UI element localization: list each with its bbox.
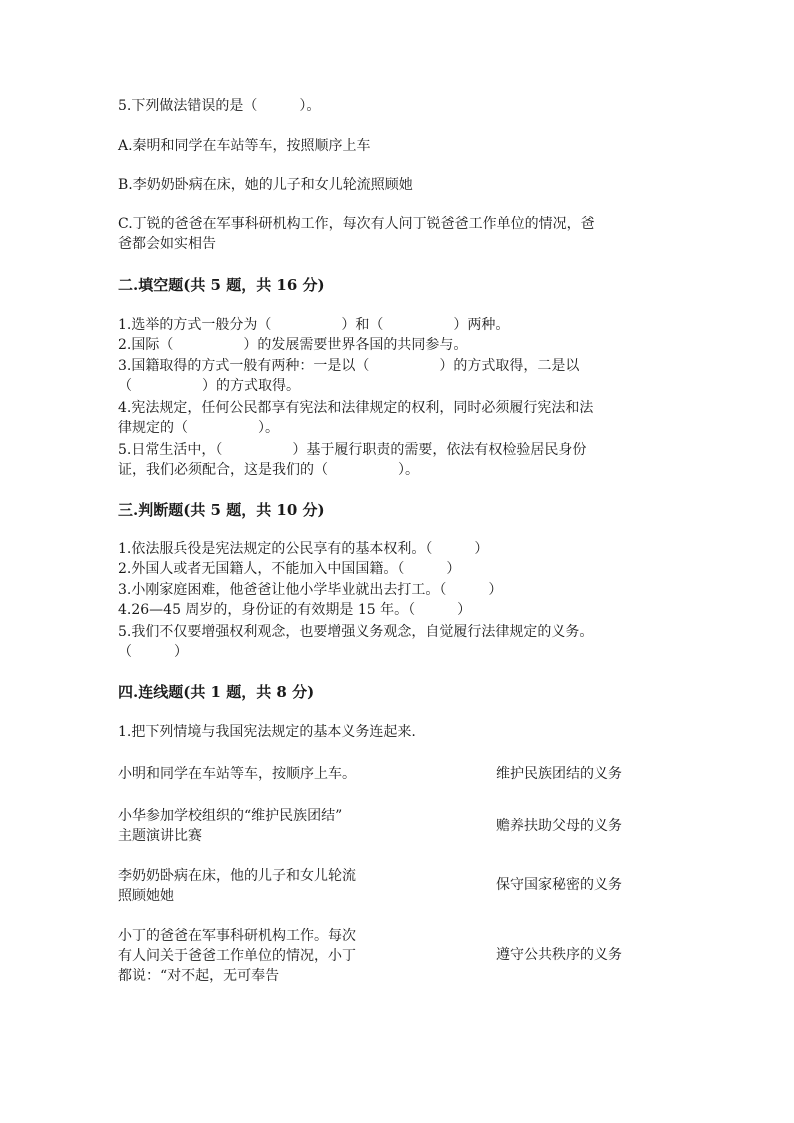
matching-left-text: 小丁的爸爸在军事科研机构工作。每次 xyxy=(118,928,356,944)
matching-left-item xyxy=(118,866,408,906)
fill-blank-line: 律规定的（ ）。 xyxy=(118,420,279,436)
fill-blank-line: 5.日常生活中，（ ）基于履行职责的需要，依法有权检验居民身份 xyxy=(118,442,587,458)
matching-left-text: 小明和同学在车站等车，按顺序上车。 xyxy=(118,766,356,782)
matching-left-text: 主题演讲比赛 xyxy=(118,828,202,844)
matching-left-text: 有人问关于爸爸工作单位的情况，小丁 xyxy=(118,948,356,964)
matching-left-text: 李奶奶卧病在床，他的儿子和女儿轮流 xyxy=(118,868,356,884)
section-3-heading: 三.判断题(共 5 题，共 10 分) xyxy=(118,501,325,519)
judgment-line: 3.小刚家庭困难，他爸爸让他小学毕业就出去打工。（ ） xyxy=(118,582,503,598)
judgment-line: 2.外国人或者无国籍人，不能加入中国国籍。（ ） xyxy=(118,561,461,577)
matching-left-item xyxy=(118,764,408,784)
matching-left-text: 都说：“对不起，无可奉告 xyxy=(118,968,280,984)
section-2-heading: 二.填空题(共 5 题，共 16 分) xyxy=(118,276,325,294)
fill-blank-line: （ ）的方式取得。 xyxy=(118,378,300,394)
matching-right-item: 维护民族团结的义务 xyxy=(496,766,622,782)
matching-right-item: 保守国家秘密的义务 xyxy=(496,877,622,893)
question-5-stem: 5.下列做法错误的是（ ）。 xyxy=(118,98,321,114)
judgment-line: 5.我们不仅要增强权利观念，也要增强义务观念，自觉履行法律规定的义务。 xyxy=(118,624,594,640)
question-5-option-a: A.秦明和同学在车站等车，按照顺序上车 xyxy=(118,138,371,154)
fill-blank-line: 4.宪法规定，任何公民都享有宪法和法律规定的权利，同时必须履行宪法和法 xyxy=(118,400,594,416)
section-4-heading: 四.连线题(共 1 题，共 8 分) xyxy=(118,683,315,701)
matching-instruction: 1.把下列情境与我国宪法规定的基本义务连起来. xyxy=(118,724,416,740)
question-5-option-b: B.李奶奶卧病在床，她的儿子和女儿轮流照顾她 xyxy=(118,177,413,193)
fill-blank-line: 2.国际（ ）的发展需要世界各国的共同参与。 xyxy=(118,337,468,353)
fill-blank-line: 证，我们必须配合，这是我们的（ ）。 xyxy=(118,462,419,478)
matching-left-item xyxy=(118,806,408,846)
matching-left-text: 照顾她她 xyxy=(118,888,174,904)
question-5-option-c-cont: 爸都会如实相告 xyxy=(118,236,216,252)
matching-right-item: 遵守公共秩序的义务 xyxy=(496,947,622,963)
matching-right-item: 赡养扶助父母的义务 xyxy=(496,818,622,834)
fill-blank-line: 1.选举的方式一般分为（ ）和（ ）两种。 xyxy=(118,317,510,333)
matching-left-item xyxy=(118,926,408,986)
question-5-option-c: C.丁锐的爸爸在军事科研机构工作，每次有人问丁锐爸爸工作单位的情况，爸 xyxy=(118,216,595,232)
judgment-line: 4.26—45 周岁的，身份证的有效期是 15 年。（ ） xyxy=(118,602,472,618)
judgment-line: （ ） xyxy=(118,644,188,660)
matching-left-text: 小华参加学校组织的“维护民族团结” xyxy=(118,808,343,824)
fill-blank-line: 3.国籍取得的方式一般有两种：一是以（ ）的方式取得，二是以 xyxy=(118,358,580,374)
judgment-line: 1.依法服兵役是宪法规定的公民享有的基本权利。（ ） xyxy=(118,541,489,557)
